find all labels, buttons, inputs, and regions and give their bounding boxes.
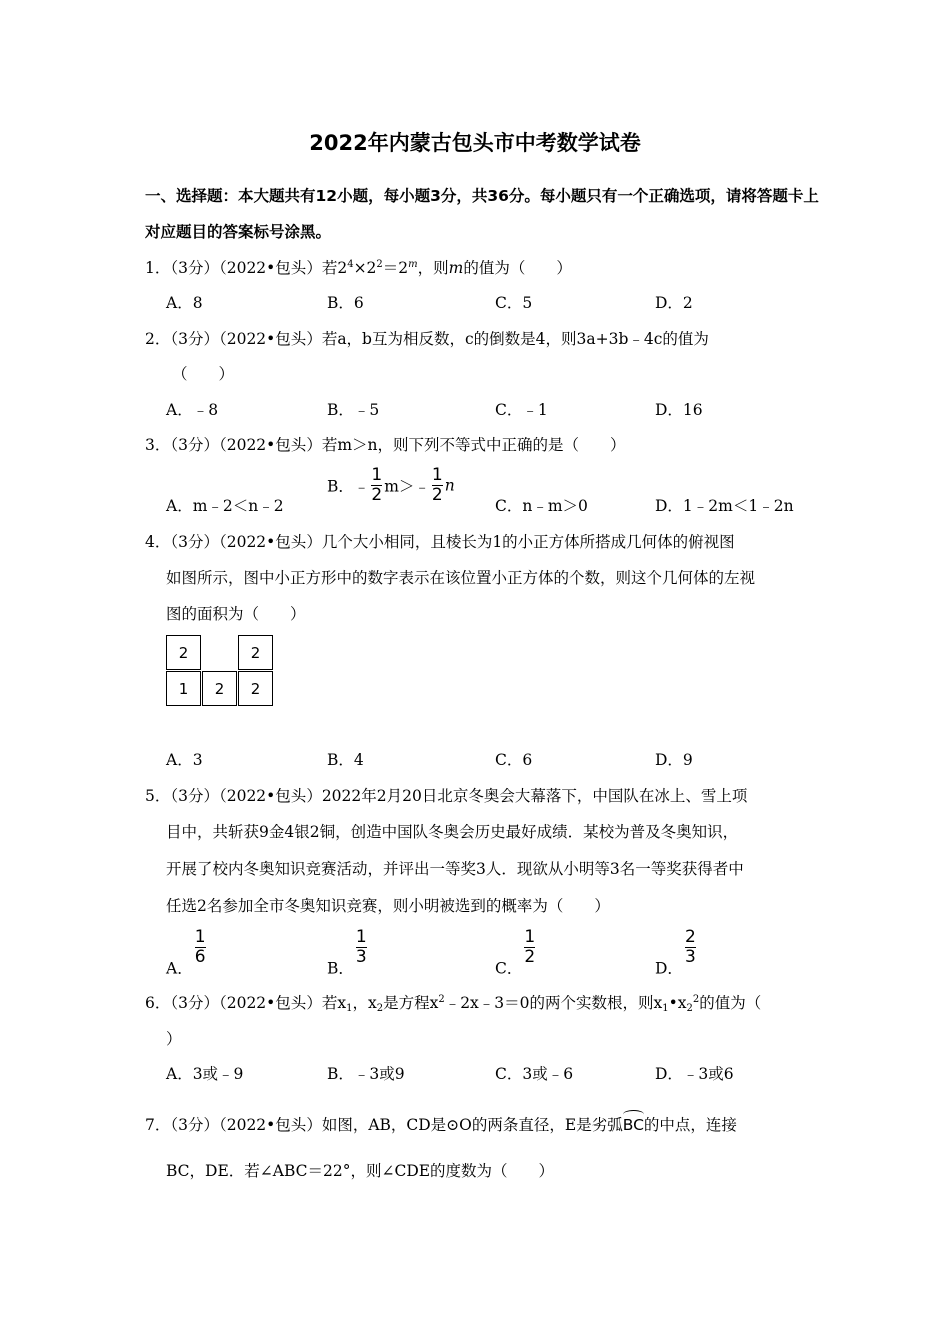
question-6-cont: ）: [166, 1030, 182, 1048]
section-heading: 一、选择题：本大题共有12小题，每小题3分，共36分。每小题只有一个正确选项，请将答题卡上对应题目的答案标号涂黑。: [145, 187, 819, 241]
fraction: $\frac{2}{3}$: [684, 927, 696, 967]
q4-option-c[interactable]: C．6: [495, 751, 533, 769]
q5-option-d[interactable]: D． $\frac{2}{3}$: [655, 927, 696, 978]
q6-option-d[interactable]: D．﹣3或6: [655, 1065, 734, 1083]
question-5-cont: 目中，共斩获9金4银2铜，创造中国队冬奥会历史最好成绩．某校为普及冬奥知识，: [166, 823, 739, 841]
q5-option-a[interactable]: A． $\frac{1}{6}$: [166, 927, 206, 978]
question-7: 7．（3分）（2022•包头）如图，AB，CD是⊙O的两条直径，E是劣弧BC的中点，连接: [145, 1116, 737, 1134]
question-5-cont: 任选2名参加全市冬奥知识竞赛，则小明被选到的概率为（ ）: [166, 897, 610, 915]
grid-cell: 2: [166, 635, 201, 670]
fraction: $\frac{1}{2}$: [431, 465, 443, 505]
question-2: 2．（3分）（2022•包头）若a，b互为相反数，c的倒数是4，则3a+3b﹣4c的值为: [145, 330, 709, 348]
q4-option-b[interactable]: B．4: [327, 751, 364, 769]
question-4: 4．（3分）（2022•包头）几个大小相同，且棱长为1的小正方体所搭成几何体的俯视图: [145, 533, 735, 551]
q1-option-b[interactable]: B．6: [327, 294, 364, 312]
q6-option-b[interactable]: B．﹣3或9: [327, 1065, 405, 1083]
q1-option-c[interactable]: C．5: [495, 294, 533, 312]
q5-option-b[interactable]: B． $\frac{1}{3}$: [327, 927, 367, 978]
grid-cell: 2: [238, 635, 273, 670]
grid-cell: 2: [202, 671, 237, 706]
q2-option-d[interactable]: D．16: [655, 401, 703, 419]
grid-cell: 1: [166, 671, 201, 706]
question-5: 5．（3分）（2022•包头）2022年2月20日北京冬奥会大幕落下，中国队在冰上、雪上项: [145, 787, 748, 805]
q6-option-a[interactable]: A．3或﹣9: [166, 1065, 244, 1083]
q3-option-d[interactable]: D．1﹣2m＜1﹣2n: [655, 497, 794, 515]
question-4-cont: 如图所示，图中小正方形中的数字表示在该位置小正方体的个数，则这个几何体的左视: [166, 569, 756, 587]
question-6: 6．（3分）（2022•包头）若$x_1$，$x_2$是方程$x^2﹣2x﹣3=0$的两个实数根，则$x_1•x_2^2$的值为（: [145, 994, 762, 1014]
q5-option-c[interactable]: C． $\frac{1}{2}$: [495, 927, 536, 978]
fraction: $\frac{1}{2}$: [524, 927, 536, 967]
q1-option-d[interactable]: D．2: [655, 294, 693, 312]
q2-option-a[interactable]: A．﹣8: [166, 401, 219, 419]
question-7-cont: BC，DE．若∠ABC＝22°，则∠CDE的度数为（ ）: [166, 1162, 555, 1180]
q3-option-a[interactable]: A．m﹣2＜n﹣2: [166, 497, 284, 515]
q3-option-b[interactable]: B．﹣ $\frac{1}{2}$ m＞﹣ $\frac{1}{2}$ n: [327, 465, 455, 505]
q2-option-c[interactable]: C．﹣1: [495, 401, 548, 419]
top-view-figure: [166, 635, 276, 708]
grid-cell: 2: [238, 671, 273, 706]
fraction: $\frac{1}{2}$: [371, 465, 383, 505]
q6-option-c[interactable]: C．3或﹣6: [495, 1065, 574, 1083]
q2-option-b[interactable]: B．﹣5: [327, 401, 380, 419]
q4-option-a[interactable]: A．3: [166, 751, 203, 769]
fraction: $\frac{1}{3}$: [355, 927, 367, 967]
page-title: 2022年内蒙古包头市中考数学试卷: [309, 131, 641, 155]
question-5-cont: 开展了校内冬奥知识竞赛活动，并评出一等奖3人．现欲从小明等3名一等奖获得者中: [166, 860, 744, 878]
q4-option-d[interactable]: D．9: [655, 751, 693, 769]
q3-option-c[interactable]: C．n﹣m＞0: [495, 497, 588, 515]
question-1: 1．（3分）（2022•包头）若$2^4\times 2^2=2^m$，则m的值为（ ）: [145, 259, 572, 277]
question-4-cont: 图的面积为（ ）: [166, 605, 306, 623]
fraction: $\frac{1}{6}$: [194, 927, 206, 967]
question-3: 3．（3分）（2022•包头）若m＞n，则下列不等式中正确的是（ ）: [145, 436, 626, 454]
question-2-cont: （ ）: [172, 365, 235, 383]
q1-option-a[interactable]: A．8: [166, 294, 203, 312]
arc-notation: BC: [622, 1116, 644, 1134]
